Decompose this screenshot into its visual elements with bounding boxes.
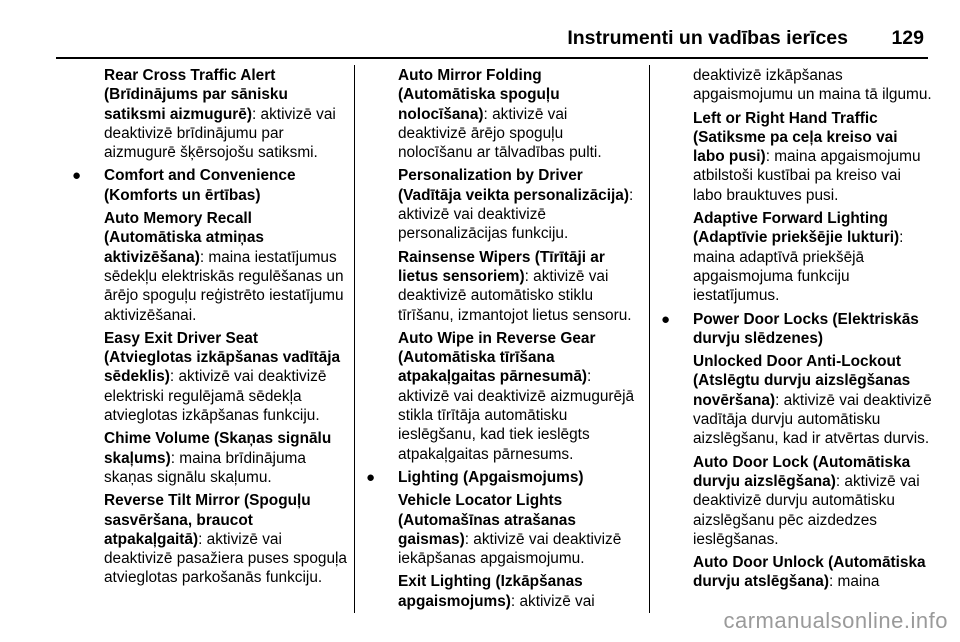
page-number: 129 — [891, 27, 924, 49]
setting-description: : aktivizē vai deaktivizē automātisko stiklu tīrīšanu, izmantojot lietus sensoru. — [398, 267, 632, 324]
setting-entry — [693, 209, 933, 305]
setting-name: Chime Volume (Skaņas signālu skaļums) — [104, 430, 332, 467]
bullet-heading — [366, 468, 636, 487]
setting-description: : aktivizē vai — [510, 592, 595, 610]
bullet-heading-text: Lighting (Apgaismojums) — [398, 468, 584, 486]
setting-entry — [398, 66, 636, 162]
page-title: Instrumenti un vadības ierīces — [567, 27, 848, 49]
setting-description: : maina iestatījumus sēdekļu elektriskās regulēšanas un ārējo spoguļu reģistrēto iestatījumu aktivizēšanai. — [104, 248, 344, 324]
setting-name: Auto Mirror Folding (Automātiska spoguļu nolocīšana) — [398, 67, 560, 123]
setting-name: Personalization by Driver (Vadītāja veikta personalizācija) — [398, 167, 629, 204]
column-divider-1 — [354, 65, 355, 613]
setting-description: : aktivizē vai deaktivizē pasažiera puses spoguļa atvieglotas parkošanās funkciju. — [104, 530, 347, 587]
setting-entry — [104, 329, 348, 425]
setting-description: : aktivizē vai deaktivizē brīdinājumu par aizmugurē šķērsojošu satiksmi. — [104, 105, 336, 162]
setting-entry — [398, 166, 636, 243]
setting-description: : aktivizē vai deaktivizē durvju automātisku aizslēgšanu pēc aizdedzes ieslēgšanas. — [693, 472, 920, 548]
bullet-heading — [72, 166, 348, 205]
setting-description: : aktivizē vai deaktivizē ārējo spoguļu nolocīšanu ar tālvadības pulti. — [398, 105, 602, 162]
setting-entry — [693, 352, 933, 448]
setting-entry — [693, 453, 933, 549]
setting-entry — [398, 248, 636, 325]
setting-name: Rainsense Wipers (Tīrītāji ar lietus sensoriem) — [398, 248, 605, 285]
setting-entry — [398, 572, 636, 611]
setting-entry — [693, 109, 933, 205]
bullet-heading — [661, 310, 933, 349]
text-column-2 — [366, 66, 636, 615]
setting-name: Easy Exit Driver Seat (Atvieglotas izkāpšanas vadītāja sēdeklis) — [104, 329, 341, 386]
bullet-icon: ● — [366, 468, 376, 486]
setting-entry — [398, 329, 636, 464]
setting-name: Auto Memory Recall (Automātiska atmiņas aktivizēšana) — [104, 210, 264, 266]
setting-description: : maina apgaismojumu atbilstoši kustībai pa kreiso vai labo brauktuves pusi. — [693, 148, 921, 204]
setting-entry — [693, 553, 933, 592]
setting-entry — [693, 66, 933, 105]
setting-name: Auto Wipe in Reverse Gear (Automātiska tīrīšana atpakaļgaitas pārnesumā) — [398, 329, 596, 386]
page-header — [0, 0, 960, 60]
text-column-1 — [72, 66, 348, 592]
setting-name: Unlocked Door Anti-Lockout (Atslēgtu durvju aizslēgšanas novēršana) — [693, 353, 911, 409]
header-rule — [56, 57, 928, 59]
setting-name: Exit Lighting (Izkāpšanas apgaismojums) — [398, 573, 583, 610]
setting-entry — [104, 209, 348, 325]
setting-name: Reverse Tilt Mirror (Spoguļu sasvēršana, braucot atpakaļgaitā) — [104, 492, 311, 548]
setting-name: Adaptive Forward Lighting (Adaptīvie priekšējie lukturi) — [693, 210, 900, 247]
setting-description: : aktivizē vai deaktivizē aizmugurējā stikla tīrītāja automātisku ieslēgšanu, kad tiek ieslēgts atpakaļgaitas pārnesums. — [398, 368, 635, 463]
setting-name: Auto Door Unlock (Automātiska durvju atslēgšana) — [693, 554, 926, 591]
setting-entry — [398, 491, 636, 568]
setting-name: Auto Door Lock (Automātiska durvju aizslēgšana) — [693, 453, 911, 490]
text-column-3 — [661, 66, 933, 596]
setting-description: : maina adaptīvā priekšējā apgaismojuma funkciju iestatījumus. — [693, 229, 904, 305]
setting-description: : aktivizē vai deaktivizē vadītāja durvju automātisku aizslēgšanu, kad ir atvērtas durvis. — [693, 391, 932, 448]
setting-name: Rear Cross Traffic Alert (Brīdinājums par sānisku satiksmi aizmugurē) — [104, 67, 288, 123]
bullet-heading-text: Comfort and Convenience (Komforts un ērtības) — [104, 167, 296, 204]
setting-description: : aktivizē vai deaktivizē personalizācijas funkciju. — [398, 186, 634, 243]
bullet-icon: ● — [661, 310, 671, 328]
setting-entry — [104, 66, 348, 162]
column-divider-2 — [649, 65, 650, 613]
setting-description: : aktivizē vai deaktivizē elektriski regulējamā sēdekļa atvieglotas izkāpšanas funkciju. — [104, 368, 327, 425]
bullet-heading-text: Power Door Locks (Elektriskās durvju slēdzenes) — [693, 310, 919, 347]
setting-description: : maina brīdinājuma skaņas signālu skaļumu. — [104, 449, 306, 486]
setting-description: deaktivizē izkāpšanas apgaismojumu un maina tā ilgumu. — [693, 67, 932, 104]
watermark: carmanualsonline.info — [723, 608, 948, 633]
setting-description: : maina — [829, 573, 880, 591]
setting-name: Vehicle Locator Lights (Automašīnas atrašanas gaismas) — [398, 492, 576, 548]
bullet-icon: ● — [72, 167, 82, 185]
setting-entry — [104, 429, 348, 487]
setting-description: : aktivizē vai deaktivizē iekāpšanas apgaismojumu. — [398, 530, 622, 568]
setting-name: Left or Right Hand Traffic (Satiksme pa ceļa kreiso vai labo pusi) — [693, 109, 898, 166]
setting-entry — [104, 491, 348, 587]
